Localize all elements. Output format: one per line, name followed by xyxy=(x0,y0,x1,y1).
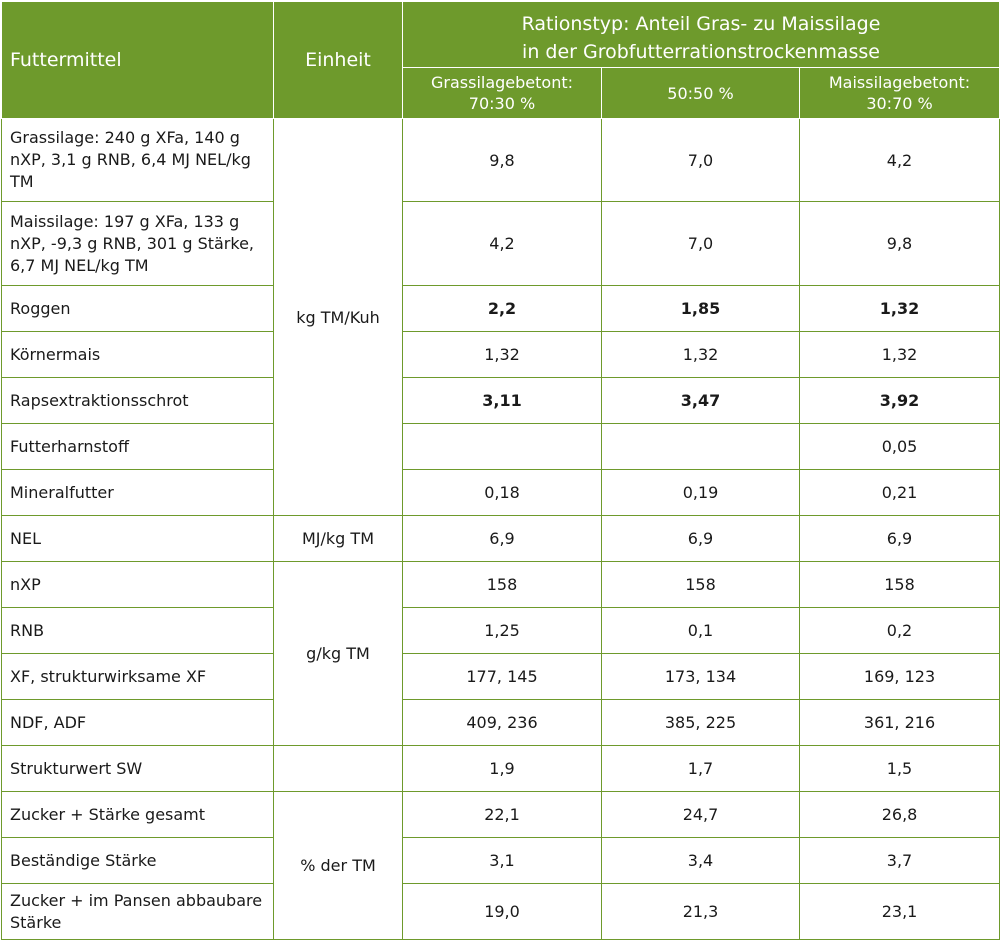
table-row xyxy=(2,884,1000,940)
cell-value: 158 xyxy=(403,562,602,608)
row-label: Strukturwert SW xyxy=(2,746,274,792)
unit-g-kg-tm: g/kg TM xyxy=(274,562,403,746)
cell-value: 3,47 xyxy=(602,378,800,424)
cell-value: 6,9 xyxy=(602,516,800,562)
cell-value: 24,7 xyxy=(602,792,800,838)
cell-value: 1,9 xyxy=(403,746,602,792)
row-label: Mineralfutter xyxy=(2,470,274,516)
table-row xyxy=(2,286,1000,332)
cell-value: 361, 216 xyxy=(800,700,1000,746)
cell-value: 1,32 xyxy=(800,286,1000,332)
table-row xyxy=(2,424,1000,470)
row-label: NDF, ADF xyxy=(2,700,274,746)
header-einheit: Einheit xyxy=(274,2,403,119)
unit-empty xyxy=(274,746,403,792)
row-label: Roggen xyxy=(2,286,274,332)
cell-value: 23,1 xyxy=(800,884,1000,940)
table-row xyxy=(2,470,1000,516)
cell-value: 1,5 xyxy=(800,746,1000,792)
grassilagebetont-label: Grassilagebetont: xyxy=(430,73,573,92)
cell-value: 2,2 xyxy=(403,286,602,332)
row-label: Futterharnstoff xyxy=(2,424,274,470)
cell-value: 3,11 xyxy=(403,378,602,424)
cell-value: 0,21 xyxy=(800,470,1000,516)
table-row xyxy=(2,700,1000,746)
cell-value: 0,18 xyxy=(403,470,602,516)
cell-value: 0,1 xyxy=(602,608,800,654)
cell-value: 6,9 xyxy=(403,516,602,562)
table-row xyxy=(2,838,1000,884)
table-row xyxy=(2,654,1000,700)
table-row xyxy=(2,516,1000,562)
cell-value: 158 xyxy=(800,562,1000,608)
cell-value: 19,0 xyxy=(403,884,602,940)
row-label: RNB xyxy=(2,608,274,654)
row-label: Beständige Stärke xyxy=(2,838,274,884)
cell-value: 22,1 xyxy=(403,792,602,838)
unit-mj-kg-tm: MJ/kg TM xyxy=(274,516,403,562)
table-row xyxy=(2,332,1000,378)
cell-value: 0,2 xyxy=(800,608,1000,654)
cell-value: 409, 236 xyxy=(403,700,602,746)
header-grassilagebetont xyxy=(403,68,602,119)
row-label: NEL xyxy=(2,516,274,562)
cell-value: 1,32 xyxy=(800,332,1000,378)
cell-value: 21,3 xyxy=(602,884,800,940)
cell-value: 1,32 xyxy=(403,332,602,378)
cell-value: 1,32 xyxy=(602,332,800,378)
cell-value: 1,7 xyxy=(602,746,800,792)
cell-value: 4,2 xyxy=(800,119,1000,202)
cell-value xyxy=(403,424,602,470)
cell-value: 6,9 xyxy=(800,516,1000,562)
header-rationstyp xyxy=(403,2,1000,68)
table-row xyxy=(2,202,1000,286)
ration-table xyxy=(1,1,1000,940)
cell-value: 3,92 xyxy=(800,378,1000,424)
cell-value: 1,85 xyxy=(602,286,800,332)
header-futtermittel: Futtermittel xyxy=(2,2,274,119)
cell-value: 4,2 xyxy=(403,202,602,286)
row-label: Rapsextraktionsschrot xyxy=(2,378,274,424)
cell-value: 0,19 xyxy=(602,470,800,516)
maissilagebetont-ratio: 30:70 % xyxy=(866,94,933,113)
cell-value: 9,8 xyxy=(403,119,602,202)
maissilagebetont-label: Maissilagebetont: xyxy=(828,73,971,92)
row-label: Zucker + Stärke gesamt xyxy=(2,792,274,838)
header-maissilagebetont xyxy=(800,68,1000,119)
table-row xyxy=(2,746,1000,792)
rationstyp-line2: in der Grobfutterrationstrockenmasse xyxy=(522,40,880,63)
row-label: nXP xyxy=(2,562,274,608)
table-row xyxy=(2,562,1000,608)
row-label: Grassilage: 240 g XFa, 140 g nXP, 3,1 g RNB, 6,4 MJ NEL/kg TM xyxy=(2,119,274,202)
cell-value: 385, 225 xyxy=(602,700,800,746)
cell-value: 177, 145 xyxy=(403,654,602,700)
row-label: XF, strukturwirksame XF xyxy=(2,654,274,700)
row-label: Zucker + im Pansen abbaubare Stärke xyxy=(2,884,274,940)
cell-value: 3,4 xyxy=(602,838,800,884)
cell-value: 158 xyxy=(602,562,800,608)
cell-value: 3,1 xyxy=(403,838,602,884)
cell-value: 7,0 xyxy=(602,202,800,286)
header-50-50: 50:50 % xyxy=(602,68,800,119)
cell-value: 26,8 xyxy=(800,792,1000,838)
unit-kg-tm-kuh: kg TM/Kuh xyxy=(274,119,403,516)
row-label: Körnermais xyxy=(2,332,274,378)
table-row xyxy=(2,608,1000,654)
cell-value: 9,8 xyxy=(800,202,1000,286)
row-label: Maissilage: 197 g XFa, 133 g nXP, -9,3 g RNB, 301 g Stärke, 6,7 MJ NEL/kg TM xyxy=(2,202,274,286)
cell-value: 1,25 xyxy=(403,608,602,654)
table-row xyxy=(2,119,1000,202)
unit-pct-tm: % der TM xyxy=(274,792,403,940)
table-row xyxy=(2,792,1000,838)
cell-value: 7,0 xyxy=(602,119,800,202)
cell-value xyxy=(602,424,800,470)
rationstyp-line1: Rationstyp: Anteil Gras- zu Maissilage xyxy=(521,12,881,35)
cell-value: 169, 123 xyxy=(800,654,1000,700)
table-row xyxy=(2,378,1000,424)
cell-value: 3,7 xyxy=(800,838,1000,884)
cell-value: 173, 134 xyxy=(602,654,800,700)
cell-value: 0,05 xyxy=(800,424,1000,470)
grassilagebetont-ratio: 70:30 % xyxy=(468,94,536,113)
